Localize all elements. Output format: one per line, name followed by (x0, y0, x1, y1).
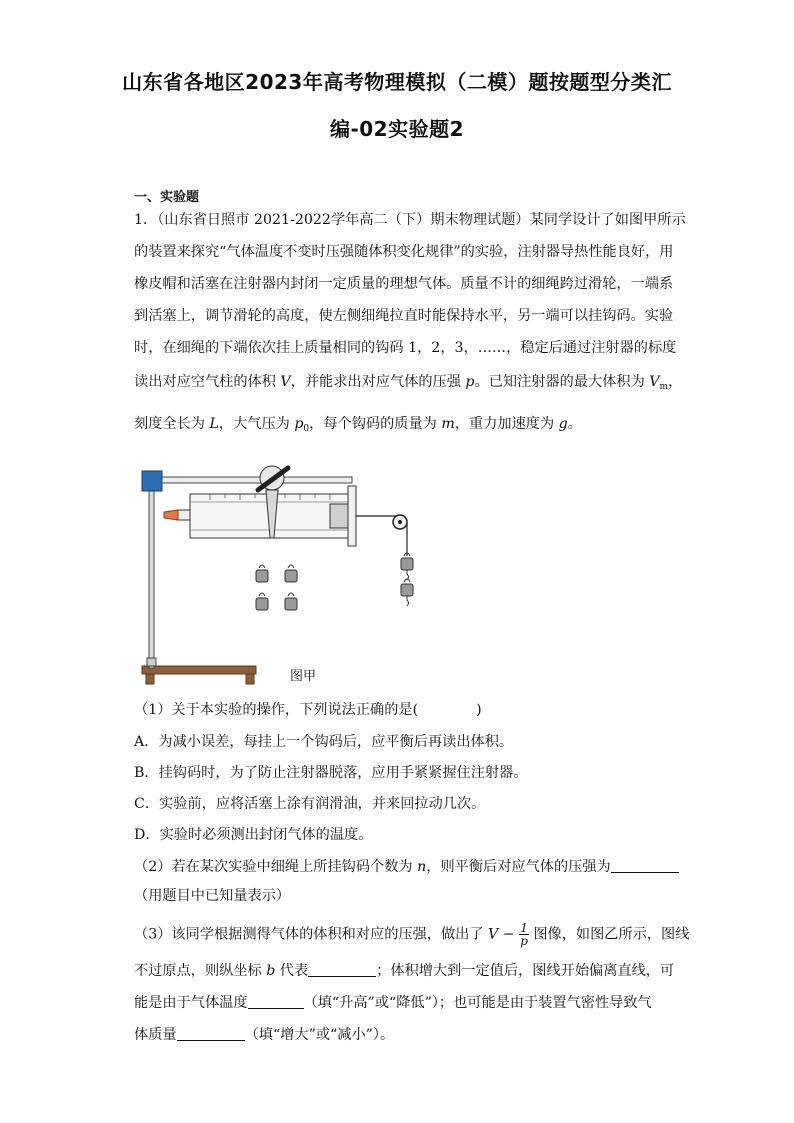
horizontal-rod (162, 477, 352, 483)
text-span: 。已知注射器的最大体积为 (474, 374, 650, 390)
math-subscript: 0 (303, 424, 310, 434)
answer-blank (611, 856, 679, 873)
math-var: m (441, 416, 455, 432)
figure-caption: 图甲 (290, 669, 317, 684)
math-subscript: m (659, 382, 669, 392)
math-var: L (209, 416, 219, 432)
option-b: B．挂钩码时，为了防止注射器脱落，应用手紧紧握住注射器。 (134, 765, 528, 781)
text-span: 不过原点，则纵坐标 (134, 963, 267, 979)
fraction-denominator: p (520, 934, 528, 948)
subquestion-3-line (134, 922, 689, 947)
subquestion-2-line (134, 856, 679, 877)
text-span: 体质量 (134, 1027, 177, 1043)
text-span: ，并能求出对应气体的压强 (290, 374, 466, 390)
text-span: （2）若在某次实验中细绳上所挂钩码个数为 (134, 859, 418, 875)
question-text-line: 时，在细绳的下端依次挂上质量相同的钩码 1，2，3，……，稳定后通过注射器的标度 (134, 340, 677, 356)
apparatus-figure (130, 458, 430, 690)
text-span: 读出对应空气柱的体积 (134, 374, 281, 390)
stand-base (142, 666, 256, 674)
option-a: A．为减小误差，每挂上一个钩码后，应平衡后再读出体积。 (134, 734, 514, 750)
text-span: （填“增大”或“减小”）。 (244, 1027, 395, 1043)
math-var: V (649, 374, 660, 390)
text-span: （3）该同学根据测得气体的体积和对应的压强，做出了 (134, 926, 489, 943)
hanging-weights (401, 553, 413, 606)
syringe-nozzle (178, 510, 190, 520)
piston (330, 504, 348, 528)
stand-pole (149, 478, 154, 668)
answer-blank (248, 992, 304, 1009)
text-span: 。 (567, 416, 582, 432)
stand-leg (246, 674, 254, 684)
text-span: ，大气压为 (218, 416, 295, 432)
section-heading: 一、实验题 (134, 190, 200, 205)
text-span: 图像，如图乙所示，图线 (528, 926, 690, 943)
spare-weights (256, 565, 297, 610)
text-span: ；体积增大到一定值后，图线开始偏离直线，可 (376, 963, 675, 979)
rubber-cap (164, 510, 178, 520)
question-text-line: 到活塞上，调节滑轮的高度，使左侧细绳拉直时能保持水平，另一端可以挂钩码。实验 (134, 308, 674, 324)
text-span: 能是由于气体温度 (134, 995, 248, 1011)
math-var: p (465, 374, 475, 390)
text-span: ，则平衡后对应气体的压强为 (426, 859, 611, 875)
subquestion-3-line (134, 960, 674, 981)
question-text-line (134, 372, 682, 397)
option-d: D．实验时必须测出封闭气体的温度。 (134, 827, 373, 843)
pole-clamp (147, 658, 156, 666)
document-title-line-1: 山东省各地区2023年高考物理模拟（二模）题按题型分类汇 (122, 70, 672, 94)
text-span: ，每个钩码的质量为 (309, 416, 442, 432)
answer-blank (177, 1024, 245, 1041)
question-text-line (134, 414, 582, 439)
math-var: p (294, 416, 304, 432)
option-c: C．实验前，应将活塞上涂有润滑油，并来回拉动几次。 (134, 796, 486, 812)
subquestion-3-line (134, 992, 652, 1013)
pulley-axle (398, 520, 402, 524)
fraction (519, 922, 529, 947)
question-text-line: 1．（山东省日照市 2021-2022学年高二（下）期末物理试题）某同学设计了如图甲所示 (134, 212, 686, 228)
text-span: （填“升高”或“降低”）；也可能是由于装置气密性导致气 (303, 995, 652, 1011)
math-var: g (558, 416, 568, 432)
subquestion-1-stem (134, 700, 482, 720)
clamp-block (142, 471, 162, 491)
math-var: V (280, 374, 291, 390)
answer-blank (308, 960, 376, 977)
stand-leg (146, 674, 154, 684)
text-span: 代表 (275, 963, 309, 979)
text-span: − (498, 926, 520, 943)
text-span: （1）关于本实验的操作，下列说法正确的是( (134, 702, 419, 718)
text-span: ， (668, 374, 683, 390)
document-title-line-2: 编-02实验题2 (329, 117, 465, 141)
subquestion-3-line (134, 1024, 394, 1045)
math-var: b (266, 963, 276, 979)
question-text-line: 橡皮帽和活塞在注射器内封闭一定质量的理想气体。质量不计的细绳跨过滑轮，一端系 (134, 276, 674, 292)
text-span: 刻度全长为 (134, 416, 210, 432)
fraction-numerator: 1 (520, 921, 528, 935)
math-var: V (488, 926, 499, 943)
syringe-flange (348, 486, 356, 546)
text-span: ，重力加速度为 (454, 416, 559, 432)
math-var: n (417, 859, 427, 875)
text-span: ) (476, 702, 482, 718)
subquestion-2-line: （用题目中已知量表示） (134, 888, 291, 904)
question-text-line: 的装置来探究“气体温度不变时压强随体积变化规律”的实验，注射器导热性能良好，用 (134, 244, 674, 260)
